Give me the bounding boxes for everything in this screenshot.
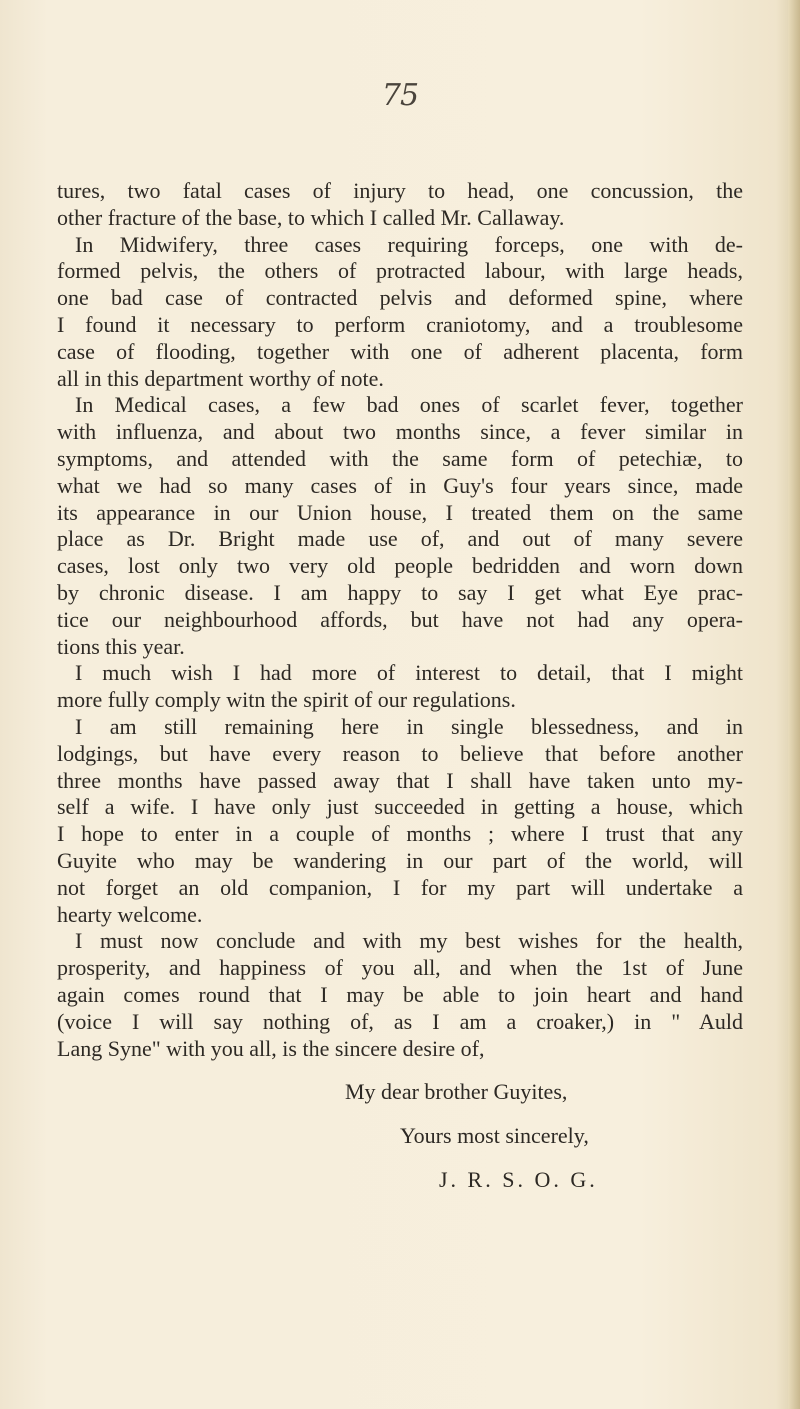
text-line: self a wife. I have only just succeeded in getting a house, which (57, 794, 743, 820)
valediction: Yours most sincerely, (400, 1123, 589, 1149)
text-line: more fully comply witn the spirit of our regulations. (57, 687, 516, 713)
text-line: place as Dr. Bright made use of, and out of many severe (57, 526, 743, 552)
text-line: I am still remaining here in single blessedness, and in (75, 713, 743, 739)
text-line: symptoms, and attended with the same form of petechiæ, to (57, 445, 743, 471)
paragraph-1 (57, 178, 743, 232)
text-line: prosperity, and happiness of you all, and when the 1st of June (57, 955, 743, 981)
text-line: tures, two fatal cases of injury to head, one concussion, the (57, 178, 743, 203)
text-line: Lang Syne" with you all, is the sincere desire of, (57, 1035, 485, 1061)
text-line: other fracture of the base, to which I called Mr. Callaway. (57, 204, 565, 230)
text-line: case of flooding, together with one of adherent placenta, form (57, 338, 743, 364)
text-line: I must now conclude and with my best wishes for the health, (75, 928, 743, 954)
letter-body (57, 178, 743, 1194)
text-line: Guyite who may be wandering in our part of the world, will (57, 847, 743, 873)
text-line: what we had so many cases of in Guy's four years since, made (57, 472, 743, 498)
text-line: one bad case of contracted pelvis and deformed spine, where (57, 285, 743, 311)
paragraph-3 (57, 392, 743, 660)
text-line: (voice I will say nothing of, as I am a croaker,) in " Auld (57, 1008, 743, 1034)
text-line: In Midwifery, three cases requiring forceps, one with de- (75, 231, 743, 257)
paragraph-5 (57, 714, 743, 928)
salutation: My dear brother Guyites, (345, 1079, 568, 1105)
text-line: with influenza, and about two months since, a fever similar in (57, 419, 743, 445)
text-line: I much wish I had more of interest to detail, that I might (75, 660, 743, 686)
text-line: cases, lost only two very old people bedridden and worn down (57, 553, 743, 579)
text-line: formed pelvis, the others of protracted labour, with large heads, (57, 258, 743, 284)
text-line: I hope to enter in a couple of months ; where I trust that any (57, 821, 743, 847)
text-line: tions this year. (57, 633, 185, 659)
page-number: 75 (381, 78, 419, 113)
text-line: three months have passed away that I shall have taken unto my- (57, 767, 743, 793)
paragraph-4 (57, 660, 743, 714)
text-line: not forget an old companion, I for my part will undertake a (57, 874, 743, 900)
text-line: its appearance in our Union house, I treated them on the same (57, 499, 743, 525)
paragraph-6 (57, 928, 743, 1062)
paragraph-2 (57, 232, 743, 393)
text-line: lodgings, but have every reason to believe that before another (57, 740, 743, 766)
text-line: by chronic disease. I am happy to say I get what Eye prac- (57, 579, 743, 605)
page-edge (788, 0, 800, 1409)
text-line: I found it necessary to perform craniotomy, and a troublesome (57, 311, 743, 337)
text-line: hearty welcome. (57, 901, 203, 927)
text-line: again comes round that I may be able to join heart and hand (57, 981, 743, 1007)
text-line: tice our neighbourhood affords, but have not had any opera- (57, 606, 743, 632)
text-line: In Medical cases, a few bad ones of scarlet fever, together (75, 392, 743, 418)
text-line: all in this department worthy of note. (57, 365, 384, 391)
signature: J. R. S. O. G. (439, 1166, 598, 1192)
